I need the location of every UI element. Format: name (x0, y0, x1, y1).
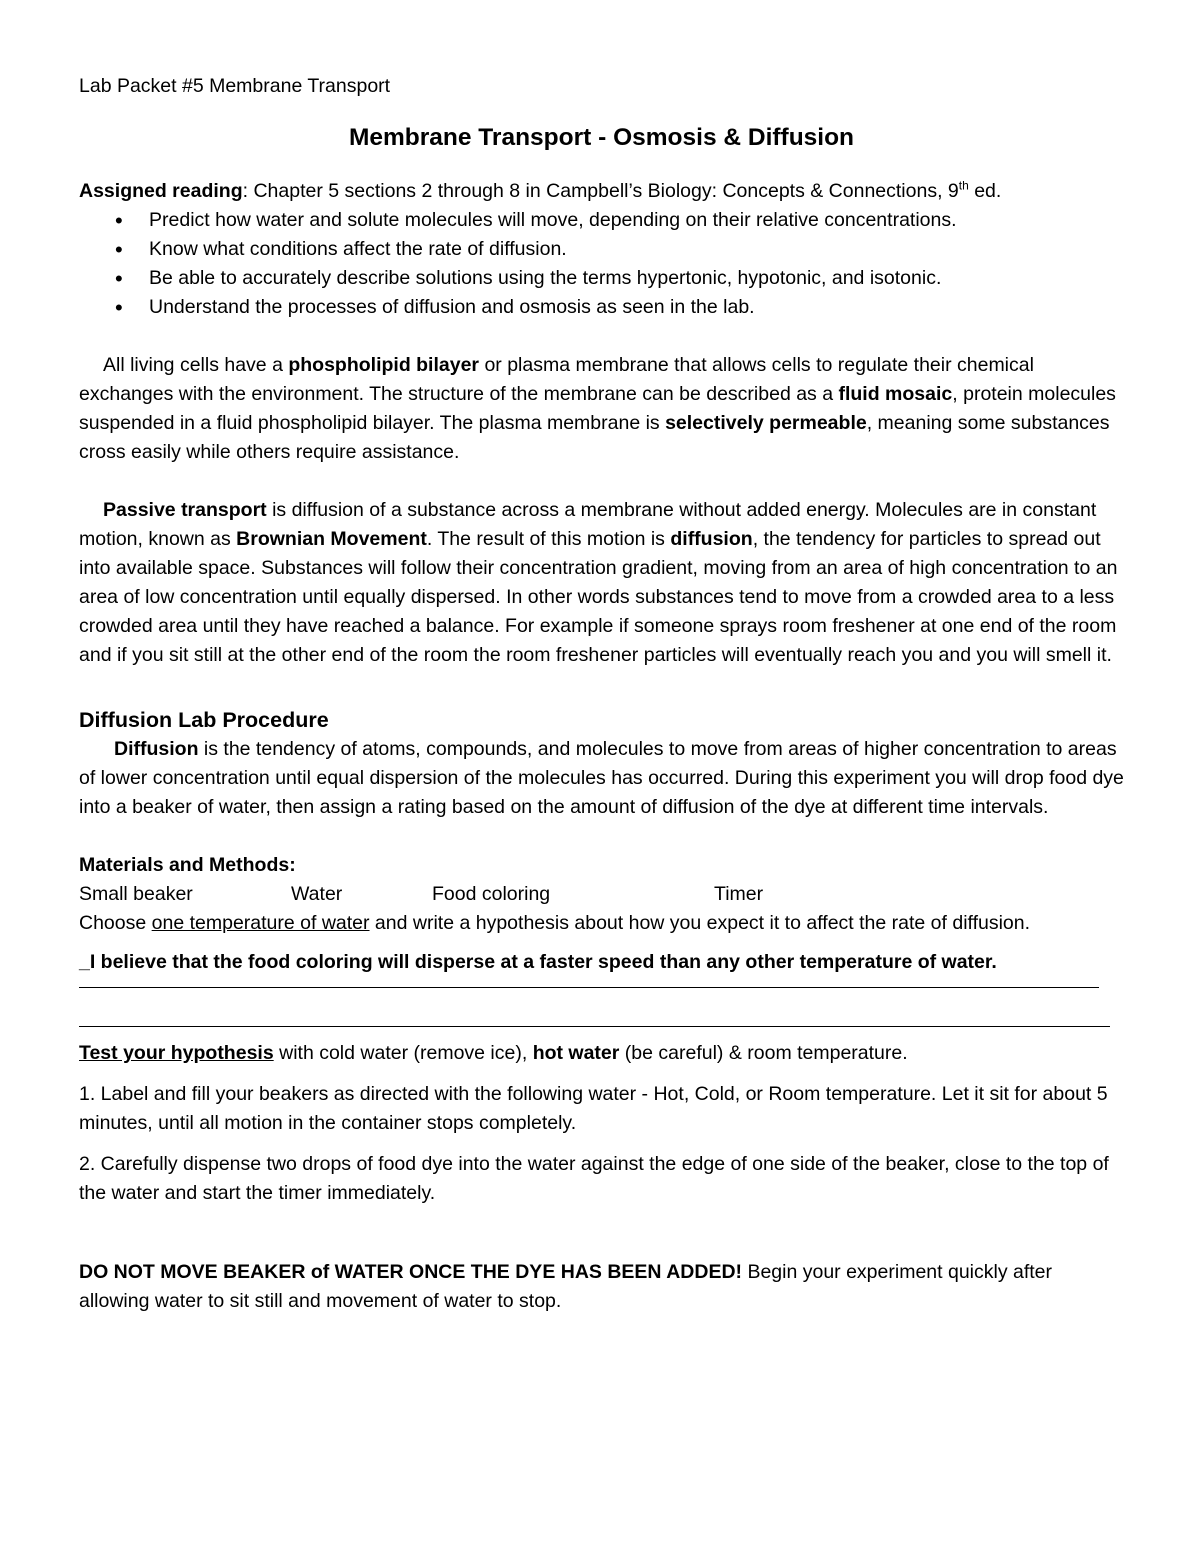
diffusion-lab-heading: Diffusion Lab Procedure (79, 708, 329, 732)
underlined-phrase: one temperature of water (151, 912, 370, 934)
text-run: is the tendency of atoms, compounds, and molecules to move from areas of higher concentration to areas of lower concentration until equal dispersion of the molecules has occurred. During this experiment you will drop food dye into a beaker of water, then assign a rating based on the amount of diffusion of the dye at different time intervals. (79, 738, 1124, 818)
page-title: Membrane Transport - Osmosis & Diffusion (348, 124, 855, 151)
term-fluid-mosaic: fluid mosaic (838, 383, 953, 405)
packet-header: Lab Packet #5 Membrane Transport (79, 75, 391, 97)
test-hypothesis-label: Test your hypothesis (79, 1042, 274, 1064)
text-run: Begin your experiment quickly after allowing water to sit still and movement of water to stop. (79, 1261, 1053, 1312)
material-item: Food coloring (432, 883, 551, 905)
text-run: , meaning some substances cross easily while others require assistance. (79, 412, 1110, 463)
answer-line (79, 1026, 1110, 1027)
procedure-step: 1. Label and fill your beakers as directed with the following water - Hot, Cold, or Room temperature. Let it sit for about 5 minutes, until all motion in the container stops completely. (79, 1083, 1108, 1134)
objectives-list (79, 206, 1124, 322)
assigned-reading-label: Assigned reading (79, 180, 243, 202)
assigned-reading (79, 177, 1124, 206)
material-item: Water (291, 883, 343, 905)
objective-item: • Be able to accurately describe solutions using the terms hypertonic, hypotonic, and isotonic. (79, 264, 1124, 293)
text-run: . The result of this motion is (426, 528, 671, 550)
assigned-reading-tail: ed. (968, 180, 1002, 202)
material-item: Timer (714, 883, 764, 905)
test-hypothesis-line (79, 1039, 1124, 1068)
edition-superscript: th (958, 178, 969, 193)
objective-item: • Know what conditions affect the rate of diffusion. (79, 235, 1124, 264)
text-run: or plasma membrane that allows cells to regulate their chemical exchanges with the environment. The structure of the membrane can be described as a (79, 354, 1034, 405)
passive-transport-paragraph (79, 496, 1124, 670)
diffusion-paragraph (79, 735, 1124, 822)
text-run: , protein molecules suspended in a fluid phospholipid bilayer. The plasma membrane is (79, 383, 1116, 434)
document-page (79, 72, 1124, 1316)
answer-line (79, 987, 1099, 988)
warning-text: DO NOT MOVE BEAKER of WATER ONCE THE DYE HAS BEEN ADDED! (79, 1261, 743, 1283)
text-run: is diffusion of a substance across a membrane without added energy. Molecules are in constant motion, known as (79, 499, 1097, 550)
assigned-reading-text: : Chapter 5 sections 2 through 8 in Campbell’s Biology: Concepts & Connections, 9 (242, 180, 959, 202)
term-hot-water: hot water (532, 1042, 620, 1064)
objective-item: • Understand the processes of diffusion and osmosis as seen in the lab. (79, 293, 1124, 322)
hypothesis-answer (79, 948, 1124, 977)
term-passive-transport: Passive transport (103, 499, 267, 521)
text-run: Choose (79, 912, 152, 934)
term-diffusion: diffusion (670, 528, 753, 550)
term-brownian-movement: Brownian Movement (236, 528, 427, 550)
procedure-step: 2. Carefully dispense two drops of food dye into the water against the edge of one side of the beaker, close to the top of the water and start the timer immediately. (79, 1153, 1109, 1204)
material-item: Small beaker (79, 883, 193, 905)
text-run: , the tendency for particles to spread out into available space. Substances will follow their concentration gradient, moving from an area of high concentration to an area of low concentration until equally dispersed. In other words substances tend to move from a crowded area to a less crowded area until they have reached a balance. For example if someone sprays room freshener at one end of the room and if you sit still at the other end of the room the room freshener particles will eventually reach you and you will smell it. (79, 528, 1118, 666)
term-selectively-permeable: selectively permeable (665, 412, 867, 434)
materials-heading (79, 851, 1124, 880)
hypothesis-instruction (79, 909, 1124, 938)
materials-list (79, 880, 1124, 909)
term-phospholipid-bilayer: phospholipid bilayer (288, 354, 480, 376)
membrane-paragraph (79, 351, 1124, 467)
objective-item: • Predict how water and solute molecules will move, depending on their relative concentrations. (79, 206, 1124, 235)
text-run: and write a hypothesis about how you expect it to affect the rate of diffusion. (369, 912, 1031, 934)
text-run: (be careful) & room temperature. (619, 1042, 908, 1064)
warning-paragraph (79, 1258, 1124, 1316)
text-run: All living cells have a (103, 354, 289, 376)
materials-heading-text: Materials and Methods: (79, 854, 296, 876)
text-run: with cold water (remove ice), (273, 1042, 533, 1064)
hypothesis-answer-text: _I believe that the food coloring will disperse at a faster speed than any other temperature of water. (79, 951, 997, 973)
term-diffusion: Diffusion (114, 738, 199, 760)
